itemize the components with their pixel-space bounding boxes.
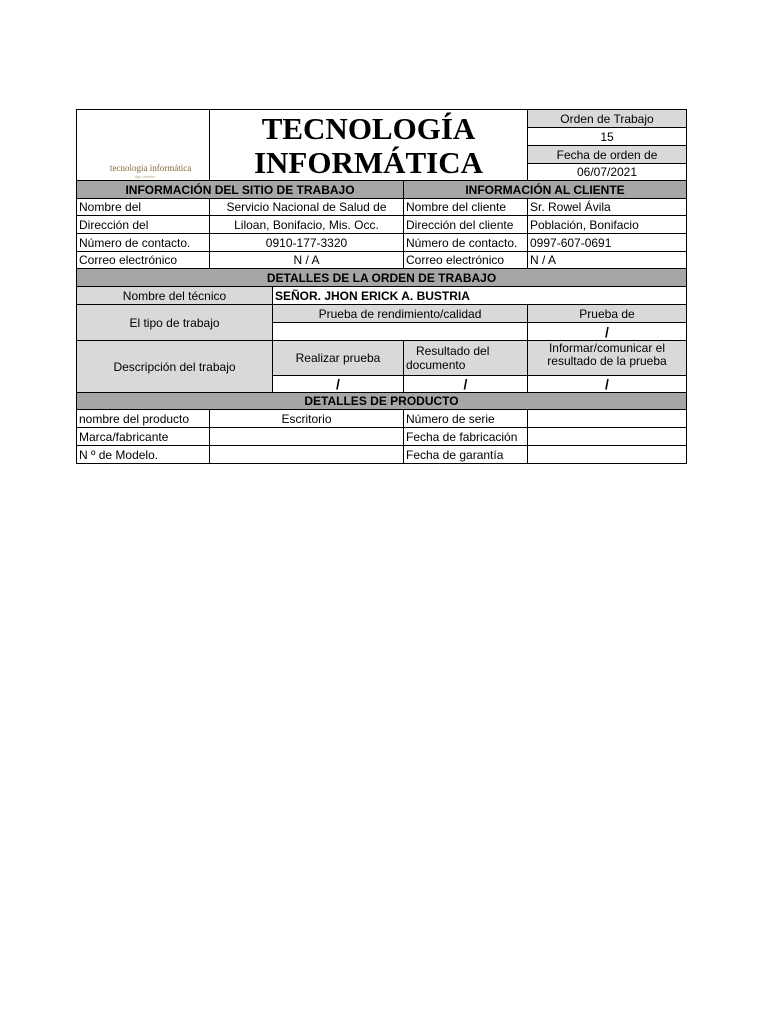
warranty-date-label: Fecha de garantía	[403, 445, 528, 464]
site-name-label: Nombre del	[76, 198, 210, 216]
site-email-value: N / A	[209, 251, 404, 269]
site-email-label: Correo electrónico	[76, 251, 210, 269]
brand-label: Marca/fabricante	[76, 427, 210, 446]
logo-subtext: tipo creativo	[135, 174, 156, 179]
serial-number-label: Número de serie	[403, 409, 528, 428]
title-line-2: INFORMÁTICA	[253, 144, 484, 180]
client-info-heading: INFORMACIÓN AL CLIENTE	[403, 180, 687, 199]
company-title	[209, 109, 528, 181]
desc-document-result: Resultado del documento	[403, 340, 528, 376]
work-type-test: Prueba de	[527, 304, 687, 323]
desc-document-result-check: /	[403, 375, 528, 393]
product-details-heading: DETALLES DE PRODUCTO	[76, 392, 687, 410]
site-name-value: Servicio Nacional de Salud de	[209, 198, 404, 216]
site-address-label: Dirección del	[76, 215, 210, 234]
site-info-heading: INFORMACIÓN DEL SITIO DE TRABAJO	[76, 180, 404, 199]
work-type-performance-test: Prueba de rendimiento/calidad	[272, 304, 528, 323]
manufacture-date-value	[527, 427, 687, 446]
order-number-label: Orden de Trabajo	[527, 109, 687, 128]
work-type-test-check: /	[527, 322, 687, 341]
client-name-label: Nombre del cliente	[403, 198, 528, 216]
site-contact-value: 0910-177-3320	[209, 233, 404, 252]
client-name-value: Sr. Rowel Ávila	[527, 198, 687, 216]
work-order-form	[76, 109, 687, 464]
client-email-value: N / A	[527, 251, 687, 269]
work-type-performance-check	[272, 322, 528, 341]
technician-value: SEÑOR. JHON ERICK A. BUSTRIA	[272, 286, 687, 305]
company-logo	[76, 109, 210, 181]
manufacture-date-label: Fecha de fabricación	[403, 427, 528, 446]
description-label: Descripción del trabajo	[76, 340, 273, 393]
model-number-value	[209, 445, 404, 464]
client-address-value: Población, Bonifacio	[527, 215, 687, 234]
desc-report-result-check: /	[527, 375, 687, 393]
desc-perform-test-check: /	[272, 375, 404, 393]
model-number-label: N º de Modelo.	[76, 445, 210, 464]
client-contact-value: 0997-607-0691	[527, 233, 687, 252]
logo-text: tecnología informática	[110, 163, 192, 173]
order-number-value: 15	[527, 127, 687, 146]
order-date-value: 06/07/2021	[527, 163, 687, 181]
serial-number-value	[527, 409, 687, 428]
site-address-value: Liloan, Bonifacio, Mis. Occ.	[209, 215, 404, 234]
technician-label: Nombre del técnico	[76, 286, 273, 305]
title-line-1: TECNOLOGÍA	[261, 110, 476, 146]
client-address-label: Dirección del cliente	[403, 215, 528, 234]
desc-report-result: Informar/comunicar el resultado de la prueba	[527, 340, 687, 376]
product-name-value: Escritorio	[209, 409, 404, 428]
site-contact-label: Número de contacto.	[76, 233, 210, 252]
product-name-label: nombre del producto	[76, 409, 210, 428]
order-date-label: Fecha de orden de	[527, 145, 687, 164]
client-email-label: Correo electrónico	[403, 251, 528, 269]
work-type-label: El tipo de trabajo	[76, 304, 273, 341]
order-details-heading: DETALLES DE LA ORDEN DE TRABAJO	[76, 268, 687, 287]
client-contact-label: Número de contacto.	[403, 233, 528, 252]
desc-perform-test: Realizar prueba	[272, 340, 404, 376]
warranty-date-value	[527, 445, 687, 464]
brand-value	[209, 427, 404, 446]
